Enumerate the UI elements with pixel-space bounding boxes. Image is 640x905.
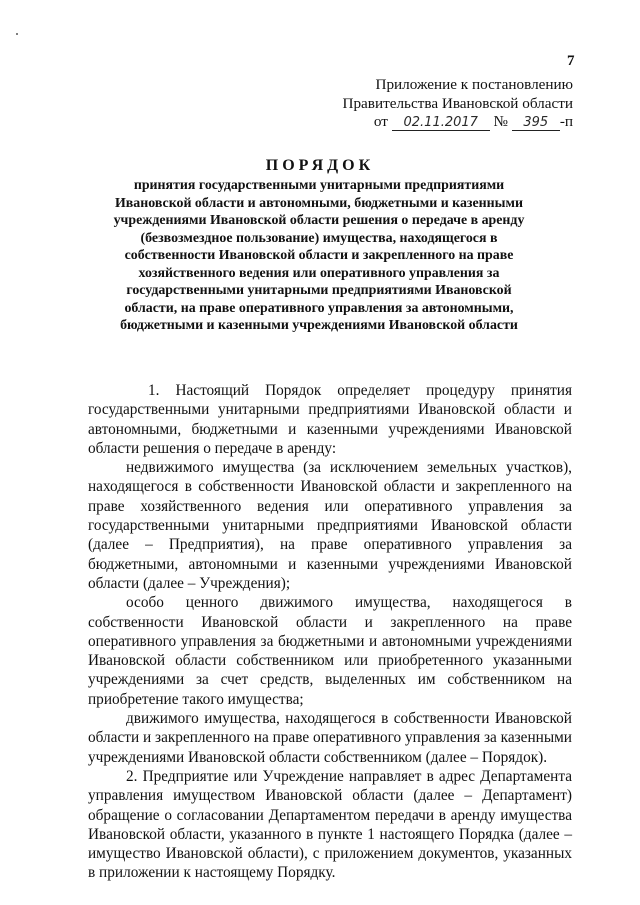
handwritten-number: 395 xyxy=(512,116,560,131)
document-subtitle: принятия государственными унитарными предприятиями Ивановской области и автономными, бюджетными и казенными учреждениями Ивановской области решения о передаче в аренду (безвозмездное пользование) имущества, находящегося в собственности Ивановской области и закрепленного на праве хозяйственного ведения или оперативного управления за государственными унитарными предприятиями Ивановской области, на праве оперативного управления за автономными, бюджетными и казенными учреждениями Ивановской области xyxy=(113,178,525,333)
number-label: № xyxy=(493,113,509,130)
paragraph-3: особо ценного движимого имущества, находящегося в собственности Ивановской области и закрепленного на праве оперативного управления за бюджетными и автономными учреждениями Ивановской области собственником или приобретенного указанными учреждениями за счет средств, выделенных им собственником на приобретение такого имущества; xyxy=(88,594,572,708)
paragraph-5: 2. Предприятие или Учреждение направляет в адрес Департамента управления имуществом Ивановской области (далее – Департамент) обращение о согласовании Департаментом передачи в аренду имущества Ивановской области, указанного в пункте 1 настоящего Порядка (далее – имущество Ивановской области), с приложением документов, указанных в приложении к настоящему Порядку. xyxy=(88,767,572,882)
appendix-line-1: Приложение к постановлению xyxy=(375,76,573,93)
number-suffix: -п xyxy=(559,113,573,130)
paragraph-1: 1. Настоящий Порядок определяет процедуру принятия государственными унитарными предприятиями Ивановской области и автономными, бюджетными и казенными учреждениями Ивановской области решения о передаче в аренду: xyxy=(88,382,572,457)
page-number: 7 xyxy=(567,53,575,69)
from-label: от xyxy=(373,113,388,130)
appendix-header xyxy=(343,76,574,132)
document-body xyxy=(88,381,572,883)
paragraph-2: недвижимого имущества (за исключением земельных участков), находящегося в собственности Ивановской области и закрепленного на праве хозяйственного ведения или оперативного управления за государственными унитарными предприятиями Ивановской области (далее – Предприятия), на праве оперативного управления за бюджетными, автономными и казенными учреждениями Ивановской области (далее – Учреждения); xyxy=(88,459,572,592)
document-title: ПОРЯДОК xyxy=(265,157,375,174)
handwritten-date: 02.11.2017 xyxy=(392,116,490,131)
paragraph-4: движимого имущества, находящегося в собственности Ивановской области и закрепленного на праве оперативного управления за казенными учреждениями Ивановской области собственником (далее – Порядок). xyxy=(88,710,572,766)
appendix-line-2: Правительства Ивановской области xyxy=(342,94,573,112)
appendix-date-number-line xyxy=(343,113,574,132)
scan-speck xyxy=(16,33,18,35)
